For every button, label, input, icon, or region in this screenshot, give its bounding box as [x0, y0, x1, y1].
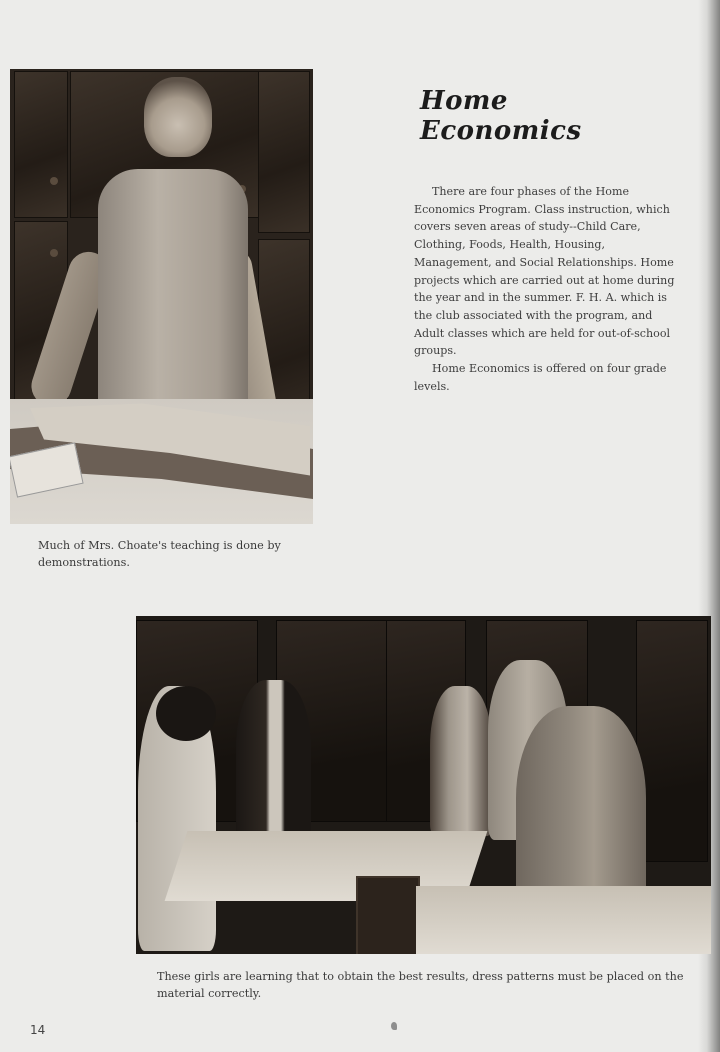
students-patterns-photo	[136, 616, 711, 954]
page-number: 14	[30, 1023, 46, 1037]
print-smudge	[391, 1022, 397, 1030]
teacher-head	[144, 77, 212, 157]
student-figure	[430, 686, 492, 836]
body-paragraph: There are four phases of the Home Economics Program. Class instruction, which covers seven areas of study--Child Care, Clothing, Foods, Health, Housing, Management, and Social Relationships. Home projects which are carried out at home during the year and in the summer. F. H. A. which is the club associated with the program, and Adult classes which are held for out-of-school groups.	[414, 185, 675, 358]
body-text	[414, 183, 676, 395]
photo-caption: Much of Mrs. Choate's teaching is done by demonstrations.	[38, 539, 281, 569]
cabinet-panel	[636, 620, 708, 862]
student-hair	[156, 686, 216, 741]
cabinet-knob	[50, 249, 58, 257]
page-title: Home Economics	[420, 86, 582, 146]
teacher-demonstration-photo	[10, 69, 313, 524]
student-figure	[236, 680, 311, 850]
cabinet-panel	[258, 71, 310, 233]
table	[416, 886, 711, 954]
teacher-dress	[98, 169, 248, 419]
cabinet-knob	[50, 177, 58, 185]
body-paragraph: Home Economics is offered on four grade levels.	[414, 362, 667, 393]
cabinet-panel	[14, 71, 68, 218]
chair	[356, 876, 420, 954]
photo-caption: These girls are learning that to obtain the best results, dress patterns must be placed on the material correctly.	[157, 970, 684, 1000]
